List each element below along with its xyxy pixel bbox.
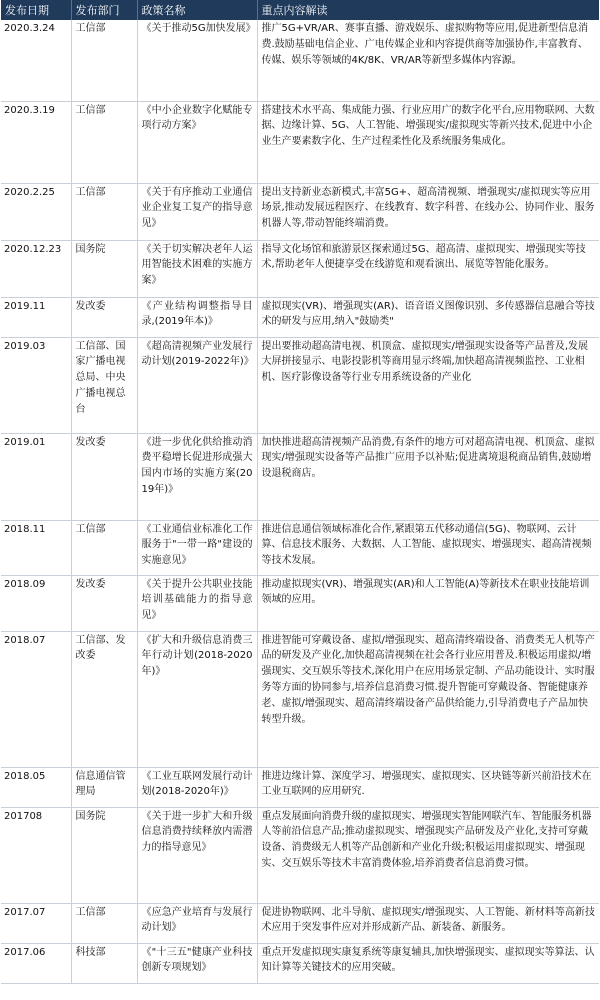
key-content-cell: 提出支持新业态新模式,丰富5G+、超高清视频、增强现实/虚拟现实等应用场景,推动发展远程医疗、在线教育、数字科普、在线办公、协同作业、服务机器人等,带动智能终端消费。 [257, 183, 599, 240]
table-row [1, 943, 599, 983]
table-body [1, 20, 599, 983]
policy-table [1, 0, 599, 984]
header-department: 发布部门 [71, 0, 137, 20]
table-row [1, 903, 599, 943]
department-cell: 发改委 [71, 433, 137, 520]
table-row [1, 631, 599, 767]
department-cell: 工信部 [71, 101, 137, 183]
release-date-cell: 2020.3.19 [1, 101, 71, 183]
policy-name-cell: 《进一步优化供给推动消费平稳增长促进形成强大国内市场的实施方案(2019年)》 [137, 433, 257, 520]
table-row [1, 337, 599, 433]
department-cell: 工信部 [71, 903, 137, 943]
release-date-cell: 201708 [1, 807, 71, 903]
release-date-cell: 2020.3.24 [1, 20, 71, 101]
header-row [1, 0, 599, 20]
release-date-cell: 2018.07 [1, 631, 71, 767]
policy-name-cell: 《产业结构调整指导目录,(2019年本)》 [137, 297, 257, 337]
policy-name-cell: 《关于进一步扩大和升级信息消费持续释放内需潜力的指导意见》 [137, 807, 257, 903]
department-cell: 发改委 [71, 297, 137, 337]
release-date-cell: 2017.06 [1, 943, 71, 983]
table-row [1, 575, 599, 631]
table-row [1, 767, 599, 807]
release-date-cell: 2018.05 [1, 767, 71, 807]
release-date-cell: 2018.09 [1, 575, 71, 631]
release-date-cell: 2019.03 [1, 337, 71, 433]
department-cell: 工信部 [71, 520, 137, 575]
key-content-cell: 重点发展面向消费升级的虚拟现实、增强现实智能网联汽车、智能服务机器人等前沿信息产品;推动虚拟现实、增强现实产品研发及产业化,支持可穿戴设备、消费级无人机等产品创新和产业化升级;积极运用虚拟现实、增强现实、交互娱乐等技术丰富消费体验,培养消费者信息消费习惯。 [257, 807, 599, 903]
table-row [1, 101, 599, 183]
policy-name-cell: 《应急产业培育与发展行动计划》 [137, 903, 257, 943]
policy-name-cell: 《关于提升公共职业技能培训基础能力的指导意见》 [137, 575, 257, 631]
department-cell: 工信部 [71, 183, 137, 240]
key-content-cell: 推进边缘计算、深度学习、增强现实、虚拟现实、区块链等新兴前沿技术在工业互联网的应用研究. [257, 767, 599, 807]
key-content-cell: 指导文化场馆和旅游景区探索通过5G、超高清、虚拟现实、增强现实等技术,帮助老年人便捷享受在线游览和观看演出、展览等智能化服务。 [257, 240, 599, 297]
release-date-cell: 2020.2.25 [1, 183, 71, 240]
table-row [1, 520, 599, 575]
key-content-cell: 推进智能可穿戴设备、虚拟/增强现实、超高清终端设备、消费类无人机等产品的研发及产业化,加快超高清视频在社会各行业应用普及.积极运用虚拟/增强现实、交互娱乐等技术,深化用户在应用场景定制、产品功能设计、实时服务等方面的协同参与,培养信息消费习惯.提升智能可穿戴设备、智能健康养老、虚拟/增强现实、超高清终端设备产品供给能力,引导消费电子产品加快转型升级。 [257, 631, 599, 767]
policy-name-cell: 《关于有序推动工业通信业企业复工复产的指导意见》 [137, 183, 257, 240]
policy-name-cell: 《关于切实解决老年人运用智能技术困难的实施方案》 [137, 240, 257, 297]
department-cell: 信息通信管理局 [71, 767, 137, 807]
header-key-content: 重点内容解读 [257, 0, 599, 20]
department-cell: 国务院 [71, 807, 137, 903]
policy-name-cell: 《超高清视频产业发展行动计划(2019-2022年)》 [137, 337, 257, 433]
table-row [1, 807, 599, 903]
release-date-cell: 2020.12.23 [1, 240, 71, 297]
department-cell: 科技部 [71, 943, 137, 983]
key-content-cell: 推动虚拟现实(VR)、增强现实(AR)和人工智能(A)等新技术在职业技能培训领域的应用。 [257, 575, 599, 631]
key-content-cell: 重点开发虚拟现实康复系统等康复辅具,加快增强现实、虚拟现实等算法、认知计算等关键技术的应用突破。 [257, 943, 599, 983]
header-release-date: 发布日期 [1, 0, 71, 20]
table-row [1, 297, 599, 337]
policy-name-cell: 《"十三五"健康产业科技创新专项规划》 [137, 943, 257, 983]
department-cell: 发改委 [71, 575, 137, 631]
release-date-cell: 2017.07 [1, 903, 71, 943]
policy-name-cell: 《工业互联网发展行动计划(2018-2020年)》 [137, 767, 257, 807]
policy-name-cell: 《工业通信业标准化工作服务于"一带一路"建设的实施意见》 [137, 520, 257, 575]
table-row [1, 20, 599, 101]
release-date-cell: 2018.11 [1, 520, 71, 575]
policy-name-cell: 《关于推动5G加快发展》 [137, 20, 257, 101]
key-content-cell: 提出要推动超高清电视、机顶盒、虚拟现实/增强现实设备等产品普及,发展大屏拼接显示、电影投影机等商用显示终端,加快超高清视频监控、工业相机、医疗影像设备等行业专用系统设备的产业化 [257, 337, 599, 433]
key-content-cell: 加快推进超高清视频产品消费,有条件的地方可对超高清电视、机顶盒、虚拟现实/增强现实设备等产品推广应用予以补贴;促进离境退税商品销售,鼓励增设退税商店。 [257, 433, 599, 520]
key-content-cell: 虚拟现实(VR)、增强现实(AR)、语音语义图像识别、多传感器信息融合等技术的研发与应用,纳入"鼓励类" [257, 297, 599, 337]
table-header [1, 0, 599, 20]
key-content-cell: 促进协物联网、北斗导航、虚拟现实/增强现实、人工智能、新材料等高新技术应用于突发事件应对并形成新产品、新装备、新服务。 [257, 903, 599, 943]
department-cell: 工信部、发改委 [71, 631, 137, 767]
department-cell: 国务院 [71, 240, 137, 297]
policy-name-cell: 《扩大和升级信息消费三年行动计划(2018-2020年)》 [137, 631, 257, 767]
header-policy-name: 政策名称 [137, 0, 257, 20]
key-content-cell: 搭建技术水平高、集成能力强、行业应用广的数字化平台,应用物联网、大数据、边缘计算、5G、人工智能、增强现实/虚拟现实等新兴技术,促进中小企业生产要素数字化、生产过程柔性化及系统服务集成化。 [257, 101, 599, 183]
policy-name-cell: 《中小企业数字化赋能专项行动方案》 [137, 101, 257, 183]
table-row [1, 183, 599, 240]
release-date-cell: 2019.11 [1, 297, 71, 337]
release-date-cell: 2019.01 [1, 433, 71, 520]
department-cell: 工信部 [71, 20, 137, 101]
key-content-cell: 推广5G+VR/AR、赛事直播、游戏娱乐、虚拟购物等应用,促进新型信息消费.鼓励基础电信企业、广电传媒企业和内容提供商等加强协作,丰富教育、传媒、娱乐等领域的4K/8K、VR/AR等新型多媒体内容源。 [257, 20, 599, 101]
table-row [1, 240, 599, 297]
key-content-cell: 推进信息通信领域标准化合作,紧跟第五代移动通信(5G)、物联网、云计算、信息技术服务、大数据、人工智能、虚拟现实、增强现实、超高清视频等技术发展。 [257, 520, 599, 575]
table-row [1, 433, 599, 520]
department-cell: 工信部、国家广播电视总局、中央广播电视总台 [71, 337, 137, 433]
